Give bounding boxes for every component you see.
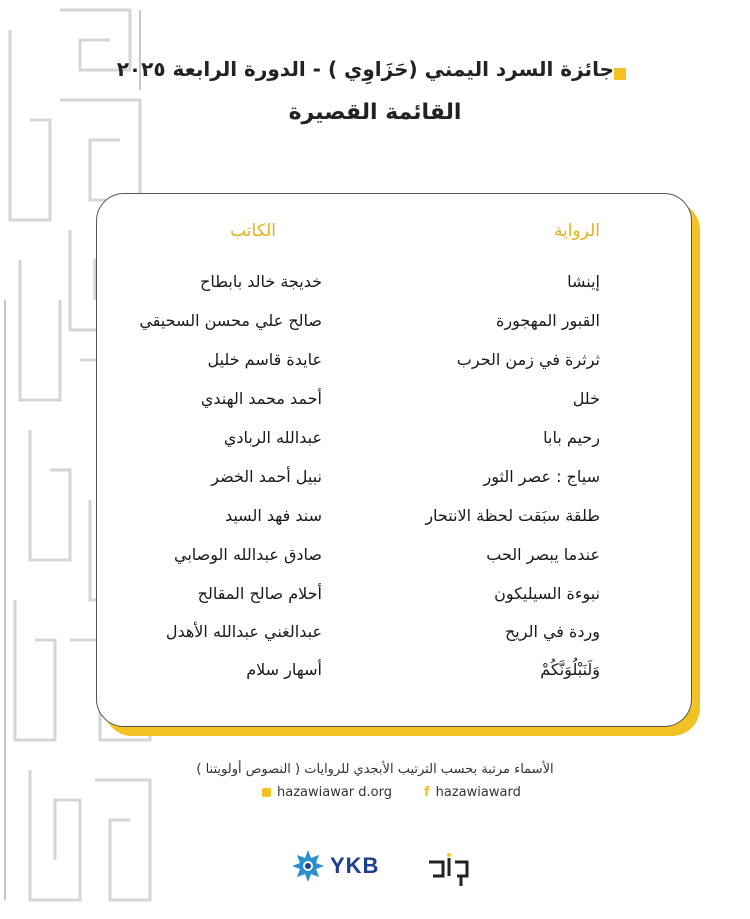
author-name: خديجة خالد بابطاح: [200, 272, 322, 291]
shortlist-title: القائمة القصيرة: [288, 100, 462, 125]
list-row: [72, 506, 600, 542]
author-name: عبدالله الربادي: [223, 428, 322, 447]
novel-title: القبور المهجورة: [496, 311, 600, 330]
prize-heading: جائزة السرد اليمني (حَزَاوِي ) - الدورة الرابعة ٢٠٢٥: [116, 57, 614, 81]
novel-title: وردة في الريح: [504, 622, 600, 641]
author-name: نبيل أحمد الخضر: [211, 467, 322, 486]
author-name: صادق عبدالله الوصابي: [174, 545, 322, 564]
list-row: [72, 428, 600, 464]
novel-title: إينشا: [567, 272, 600, 291]
list-row: [72, 272, 600, 308]
sorting-note: الأسماء مرتبة بحسب الترتيب الأبجدي للروايات ( النصوص أولويتنا ): [196, 762, 554, 777]
facebook-link[interactable]: [424, 785, 521, 800]
novel-title: طلقة سبَقت لحظة الانتحار: [425, 506, 600, 525]
author-name: صالح علي محسن السحيقي: [139, 311, 322, 330]
list-row: [72, 584, 600, 620]
ykb-emblem-icon: [290, 848, 326, 884]
novel-title: رحيم بابا: [543, 428, 600, 447]
list-row: [72, 389, 600, 425]
list-row: [72, 622, 600, 658]
author-name: أسهار سلام: [246, 660, 322, 679]
novel-title: وَلَنَبْلُوَنَّكُمْ: [540, 660, 600, 679]
author-name: أحلام صالح المقالح: [197, 584, 322, 603]
ykb-wordmark: YKB: [330, 853, 380, 878]
list-row: [72, 350, 600, 386]
globe-icon: [262, 788, 271, 797]
author-name: عبدالغني عبدالله الأهدل: [165, 622, 322, 641]
list-row: [72, 311, 600, 347]
header-bullet: [614, 68, 626, 80]
list-row: [72, 545, 600, 581]
website-text: hazawiawar d.org: [277, 785, 392, 800]
list-row: [72, 660, 600, 696]
author-name: سند فهد السيد: [224, 506, 322, 525]
ykb-logo: [290, 848, 379, 884]
novel-title: سياج : عصر الثور: [483, 467, 600, 486]
facebook-icon: f: [424, 785, 430, 800]
author-name: أحمد محمد الهندي: [200, 389, 322, 408]
novel-title: نبوءة السيليكون: [494, 584, 600, 603]
novel-title: عندما يبصر الحب: [486, 545, 600, 564]
column-header-novel: الرواية: [553, 221, 600, 241]
novel-title: ثرثرة في زمن الحرب: [456, 350, 600, 369]
novel-title: خلل: [572, 389, 600, 408]
website-link[interactable]: [262, 785, 392, 800]
author-name: عايدة قاسم خليل: [207, 350, 322, 369]
facebook-text: hazawiaward: [435, 785, 521, 800]
column-header-author: الكاتب: [230, 221, 276, 241]
hazawi-logo-icon: [425, 852, 471, 888]
list-row: [72, 467, 600, 503]
